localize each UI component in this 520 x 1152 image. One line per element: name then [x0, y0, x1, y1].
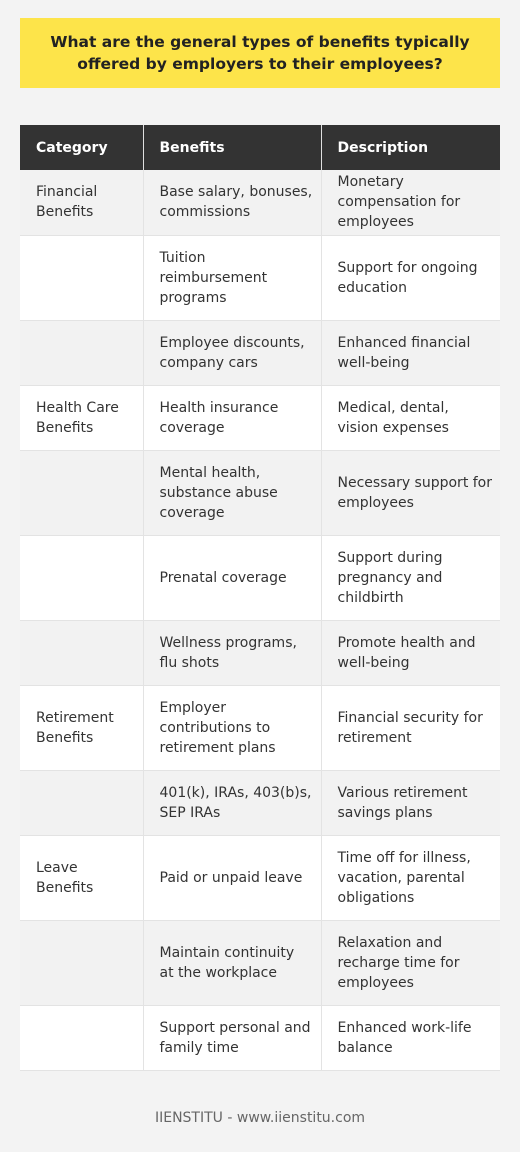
question-title: What are the general types of benefits typically offered by employers to their employees?	[50, 33, 470, 73]
description-cell: Relaxation and recharge time for employees	[321, 920, 500, 1005]
category-cell	[20, 1005, 143, 1070]
category-cell	[20, 320, 143, 385]
benefit-cell: Health insurance coverage	[143, 385, 321, 450]
category-cell: Financial Benefits	[20, 170, 143, 235]
benefit-cell: Prenatal coverage	[143, 535, 321, 620]
header-category: Category	[20, 125, 143, 170]
category-cell: Retirement Benefits	[20, 685, 143, 770]
question-banner	[20, 18, 500, 88]
benefit-cell: Wellness programs, flu shots	[143, 620, 321, 685]
description-cell: Medical, dental, vision expenses	[321, 385, 500, 450]
category-cell	[20, 535, 143, 620]
benefit-cell: Base salary, bonuses, commissions	[143, 170, 321, 235]
table-row	[20, 770, 500, 835]
table-row	[20, 620, 500, 685]
benefit-cell: Paid or unpaid leave	[143, 835, 321, 920]
benefit-cell: Employee discounts, company cars	[143, 320, 321, 385]
table-row	[20, 685, 500, 770]
category-cell	[20, 620, 143, 685]
benefit-cell: Support personal and family time	[143, 1005, 321, 1070]
description-cell: Promote health and well-being	[321, 620, 500, 685]
table-row	[20, 170, 500, 235]
description-cell: Support for ongoing education	[321, 235, 500, 320]
benefits-table	[20, 125, 500, 1071]
benefit-cell: 401(k), IRAs, 403(b)s, SEP IRAs	[143, 770, 321, 835]
description-cell: Enhanced financial well-being	[321, 320, 500, 385]
footer-credit: IIENSTITU - www.iienstitu.com	[154, 1110, 366, 1126]
benefit-cell: Employer contributions to retirement plans	[143, 685, 321, 770]
category-cell	[20, 770, 143, 835]
table-row	[20, 385, 500, 450]
description-cell: Monetary compensation for employees	[321, 170, 500, 235]
table-row	[20, 320, 500, 385]
header-description: Description	[321, 125, 500, 170]
table-header-row	[20, 125, 500, 170]
category-cell: Leave Benefits	[20, 835, 143, 920]
description-cell: Financial security for retirement	[321, 685, 500, 770]
description-cell: Enhanced work-life balance	[321, 1005, 500, 1070]
table-row	[20, 235, 500, 320]
category-cell	[20, 920, 143, 1005]
description-cell: Necessary support for employees	[321, 450, 500, 535]
table-row	[20, 920, 500, 1005]
benefit-cell: Mental health, substance abuse coverage	[143, 450, 321, 535]
benefit-cell: Tuition reimbursement programs	[143, 235, 321, 320]
table-row	[20, 1005, 500, 1070]
table-row	[20, 835, 500, 920]
category-cell	[20, 450, 143, 535]
table-row	[20, 535, 500, 620]
description-cell: Support during pregnancy and childbirth	[321, 535, 500, 620]
category-cell: Health Care Benefits	[20, 385, 143, 450]
table-row	[20, 450, 500, 535]
description-cell: Time off for illness, vacation, parental obligations	[321, 835, 500, 920]
header-benefits: Benefits	[143, 125, 321, 170]
category-cell	[20, 235, 143, 320]
benefit-cell: Maintain continuity at the workplace	[143, 920, 321, 1005]
description-cell: Various retirement savings plans	[321, 770, 500, 835]
